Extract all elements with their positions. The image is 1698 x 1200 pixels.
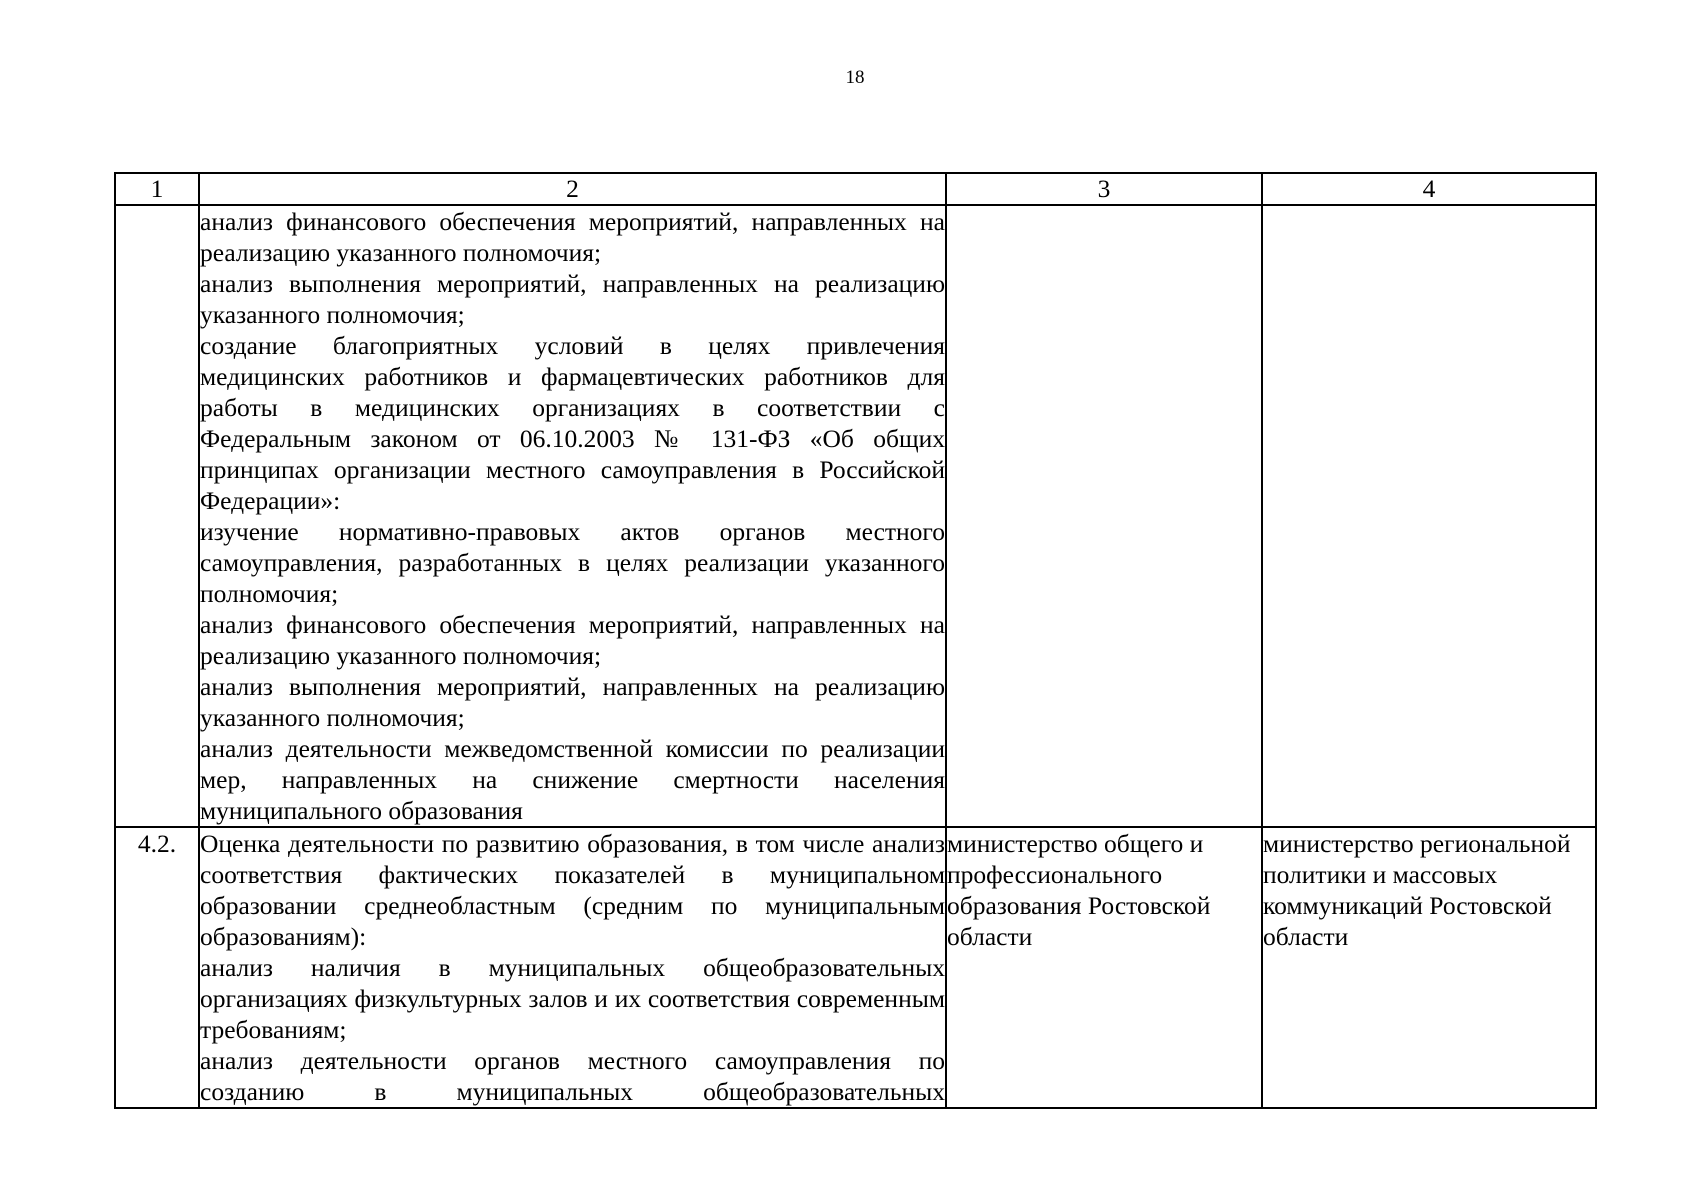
- measure-paragraph: Оценка деятельности по развитию образования, в том числе анализ соответствия фактических показателей в муниципальном образовании среднеобластным (средним по муниципальным образованиям):: [200, 829, 945, 951]
- measure-paragraph: анализ выполнения мероприятий, направленных на реализацию указанного полномочия;: [200, 269, 945, 329]
- measure-paragraph: изучение нормативно-правовых актов органов местного самоуправления, разработанных в целях реализации указанного полномочия;: [200, 517, 945, 608]
- measure-paragraph: создание благоприятных условий в целях привлечения медицинских работников и фармацевтических работников для работы в медицинских организациях в соответствии с Федеральным законом от 06.10.2003 № 131-ФЗ «Об общих принципах организации местного самоуправления в Российской Федерации»:: [200, 331, 945, 515]
- coordinating-body-cell: [1262, 205, 1596, 827]
- column-header-4: 4: [1262, 173, 1596, 205]
- row-number-cell: 4.2.: [115, 827, 199, 1108]
- table-row: [115, 827, 1596, 1108]
- coordinating-body-cell: министерство региональной политики и массовых коммуникаций Ростовской области: [1262, 827, 1596, 1108]
- row-number-cell: [115, 205, 199, 827]
- page-number: 18: [845, 67, 865, 88]
- column-header-2: 2: [199, 173, 946, 205]
- responsible-body-cell: министерство общего и профессионального образования Ростовской области: [946, 827, 1262, 1108]
- measure-paragraph: анализ деятельности органов местного самоуправления по созданию в муниципальных общеобразовательных: [200, 1046, 945, 1106]
- column-header-1: 1: [115, 173, 199, 205]
- measures-cell: [199, 827, 946, 1108]
- measure-paragraph: анализ выполнения мероприятий, направленных на реализацию указанного полномочия;: [200, 672, 945, 732]
- responsible-body-cell: [946, 205, 1262, 827]
- table-header-row: [115, 173, 1596, 205]
- document-table: [114, 172, 1597, 1109]
- table-row: [115, 205, 1596, 827]
- measure-paragraph: анализ наличия в муниципальных общеобразовательных организациях физкультурных залов и их соответствия современным требованиям;: [200, 953, 945, 1044]
- measure-paragraph: анализ финансового обеспечения мероприятий, направленных на реализацию указанного полномочия;: [200, 207, 945, 267]
- column-header-3: 3: [946, 173, 1262, 205]
- measures-cell: [199, 205, 946, 827]
- measure-paragraph: анализ деятельности межведомственной комиссии по реализации мер, направленных на снижение смертности населения муниципального образования: [200, 734, 945, 825]
- measure-paragraph: анализ финансового обеспечения мероприятий, направленных на реализацию указанного полномочия;: [200, 610, 945, 670]
